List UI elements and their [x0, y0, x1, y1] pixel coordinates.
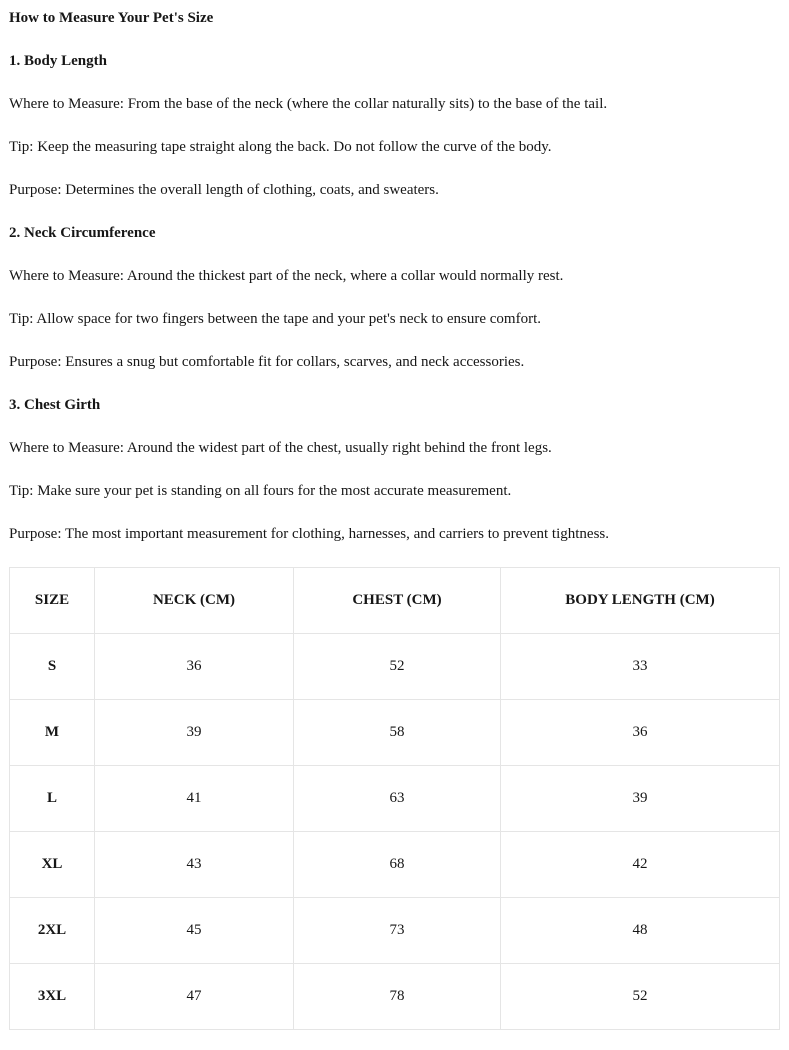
table-row-2xl	[10, 898, 780, 964]
chest-tip-paragraph: Tip: Make sure your pet is standing on all fours for the most accurate measurement.	[9, 483, 512, 499]
neck-value: 47	[95, 964, 294, 1030]
size-chart-header-row	[10, 568, 780, 634]
table-row-xl	[10, 832, 780, 898]
chest-value: 63	[294, 766, 501, 832]
table-row-s	[10, 634, 780, 700]
chest-where-paragraph: Where to Measure: Around the widest part of the chest, usually right behind the front legs.	[9, 440, 552, 456]
chest-purpose-paragraph: Purpose: The most important measurement for clothing, harnesses, and carriers to prevent tightness.	[9, 526, 609, 542]
body-length-value: 36	[501, 700, 780, 766]
size-label: 2XL	[10, 898, 95, 964]
chest-value: 73	[294, 898, 501, 964]
body-length-value: 33	[501, 634, 780, 700]
column-header-chest: CHEST (CM)	[294, 568, 501, 634]
section-heading-body-length: 1. Body Length	[9, 53, 107, 69]
table-row-m	[10, 700, 780, 766]
body-length-value: 52	[501, 964, 780, 1030]
neck-value: 45	[95, 898, 294, 964]
column-header-neck: NECK (CM)	[95, 568, 294, 634]
table-row-3xl	[10, 964, 780, 1030]
neck-value: 39	[95, 700, 294, 766]
body-length-value: 39	[501, 766, 780, 832]
neck-value: 43	[95, 832, 294, 898]
chest-value: 68	[294, 832, 501, 898]
section-heading-chest-girth: 3. Chest Girth	[9, 397, 101, 413]
neck-purpose-paragraph: Purpose: Ensures a snug but comfortable fit for collars, scarves, and neck accessories.	[9, 354, 525, 370]
column-header-size: SIZE	[10, 568, 95, 634]
column-header-body-length: BODY LENGTH (CM)	[501, 568, 780, 634]
neck-tip-paragraph: Tip: Allow space for two fingers between the tape and your pet's neck to ensure comfort.	[9, 311, 542, 327]
page-title: How to Measure Your Pet's Size	[9, 10, 214, 26]
body-length-purpose-paragraph: Purpose: Determines the overall length of clothing, coats, and sweaters.	[9, 182, 439, 198]
section-heading-neck-circumference: 2. Neck Circumference	[9, 225, 156, 241]
size-label: XL	[10, 832, 95, 898]
size-label: L	[10, 766, 95, 832]
body-length-value: 48	[501, 898, 780, 964]
table-row-l	[10, 766, 780, 832]
body-length-value: 42	[501, 832, 780, 898]
size-label: M	[10, 700, 95, 766]
chest-value: 78	[294, 964, 501, 1030]
size-label: S	[10, 634, 95, 700]
size-label: 3XL	[10, 964, 95, 1030]
size-chart-table	[9, 567, 780, 1030]
body-length-where-paragraph: Where to Measure: From the base of the neck (where the collar naturally sits) to the base of the tail.	[9, 96, 608, 112]
chest-value: 52	[294, 634, 501, 700]
chest-value: 58	[294, 700, 501, 766]
neck-value: 36	[95, 634, 294, 700]
neck-where-paragraph: Where to Measure: Around the thickest part of the neck, where a collar would normally rest.	[9, 268, 564, 284]
body-length-tip-paragraph: Tip: Keep the measuring tape straight along the back. Do not follow the curve of the body.	[9, 139, 552, 155]
neck-value: 41	[95, 766, 294, 832]
